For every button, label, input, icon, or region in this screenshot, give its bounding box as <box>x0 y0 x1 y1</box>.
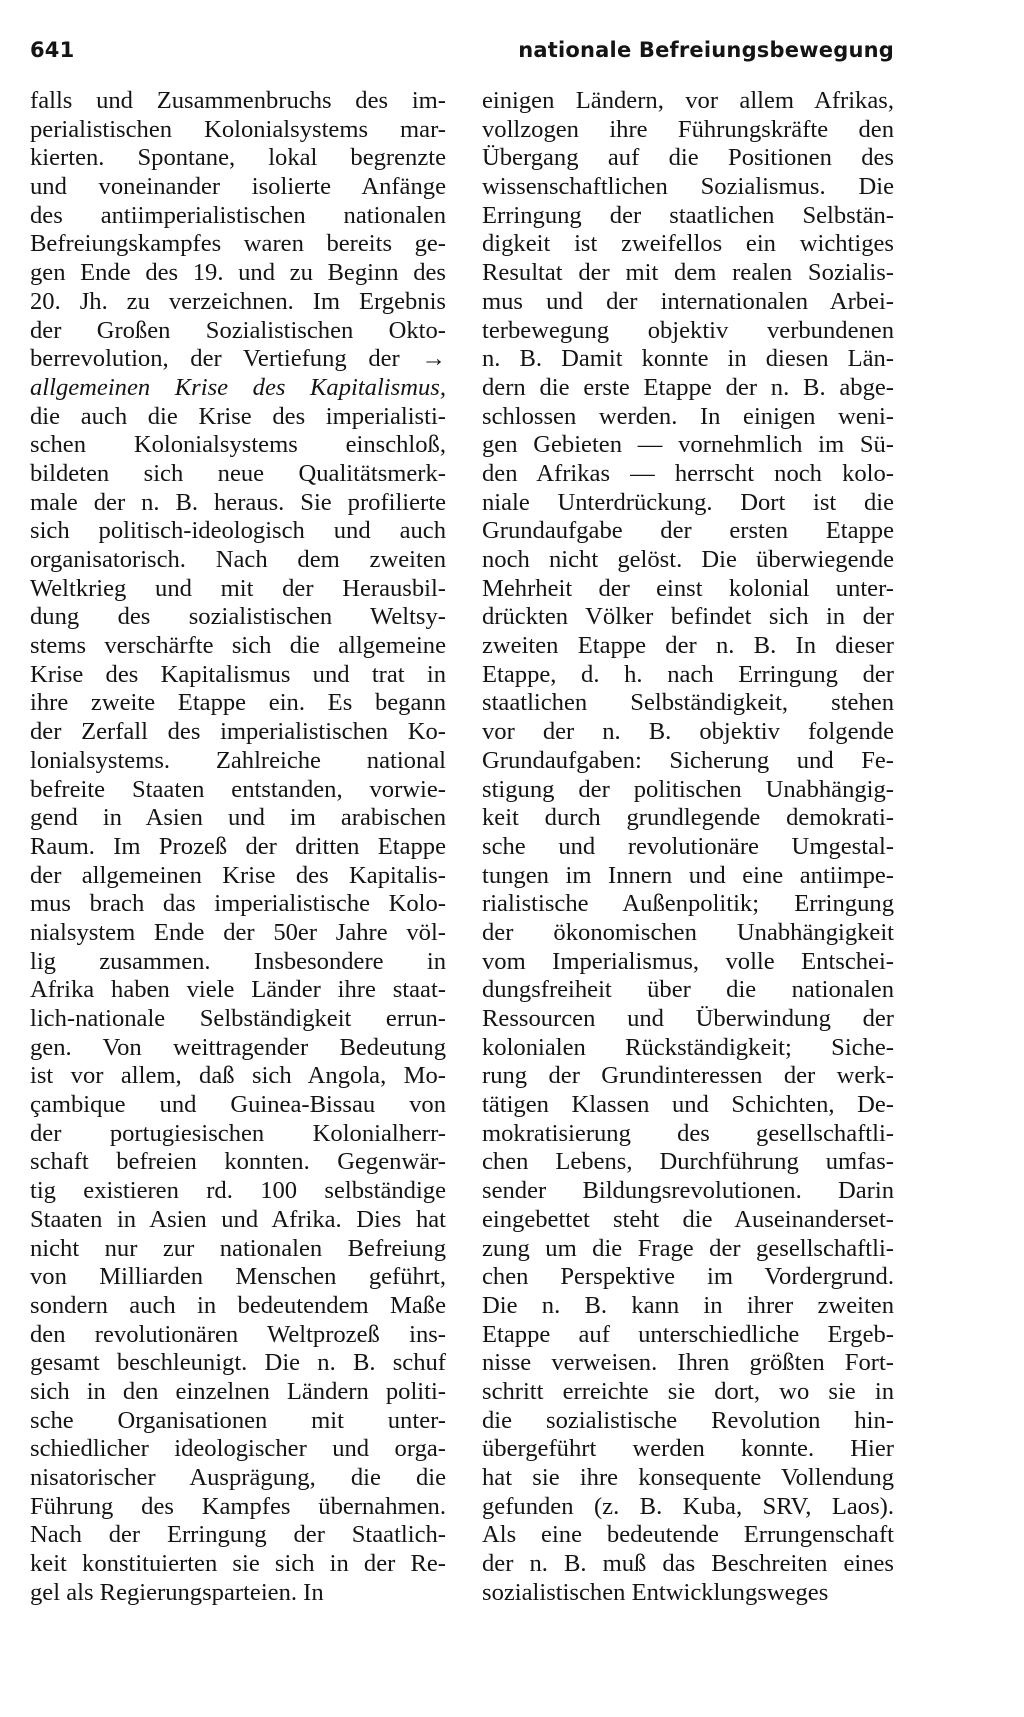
text-line: gen. Von weittragender Bedeutung <box>30 1033 446 1061</box>
text-line: Führung des Kampfes übernahmen. <box>30 1492 446 1520</box>
text-line: tungen im Innern und eine antiimpe- <box>482 861 894 889</box>
text-line: der Zerfall des imperialistischen Ko- <box>30 718 446 746</box>
text-line: zung um die Frage der gesellschaftli- <box>482 1234 894 1262</box>
text-line: male der n. B. heraus. Sie profilierte <box>30 488 446 516</box>
text-line: Ressourcen und Überwindung der <box>482 1005 894 1032</box>
text-line: lonialsystems. Zahlreiche national <box>30 746 446 774</box>
text-line: den revolutionären Weltprozeß ins- <box>30 1320 446 1348</box>
text-line: perialistischen Kolonialsystems mar- <box>30 115 446 143</box>
text-line: noch nicht gelöst. Die überwiegende <box>482 546 894 573</box>
text-line: wissenschaftlichen Sozialismus. Die <box>482 173 894 201</box>
text-line: sche Organisationen mit unter- <box>30 1406 446 1434</box>
text-line: sozialistischen Entwicklungsweges <box>482 1578 829 1606</box>
text-line: Resultat der mit dem realen Sozialis- <box>482 259 894 287</box>
text-line: falls und Zusammenbruchs des im- <box>30 87 446 114</box>
text-line: nisse verweisen. Ihren größten Fort- <box>482 1349 894 1377</box>
text-line: chen Perspektive im Vordergrund. <box>482 1263 894 1291</box>
text-line: vor der n. B. objektiv folgende <box>482 718 894 746</box>
text-line: staatlichen Selbständigkeit, stehen <box>482 689 894 717</box>
text-line: tig existieren rd. 100 selbständige <box>30 1177 446 1205</box>
text-line: nialsystem Ende der 50er Jahre völ- <box>30 918 446 946</box>
text-line: nisatorischer Ausprägung, die die <box>30 1464 446 1491</box>
text-line: Grundaufgaben: Sicherung und Fe- <box>482 746 894 774</box>
text-line: sondern auch in bedeutendem Maße <box>30 1291 446 1319</box>
text-line: Etappe, d. h. nach Erringung der <box>482 660 894 688</box>
running-head: nationale Befreiungsbewegung <box>518 38 894 62</box>
text-line: keit konstituierten sie sich in der Re- <box>30 1550 446 1578</box>
text-line: kierten. Spontane, lokal begrenzte <box>30 144 446 172</box>
cross-reference-term: allgemeinen Krise des Kapitalismus, <box>30 373 446 401</box>
text-line: und voneinander isolierte Anfänge <box>30 173 446 201</box>
text-line: ist vor allem, daß sich Angola, Mo- <box>30 1062 446 1090</box>
text-line: gel als Regierungsparteien. In <box>30 1578 324 1606</box>
text-line: Grundaufgabe der ersten Etappe <box>482 517 894 545</box>
text-line: kolonialen Rückständigkeit; Siche- <box>482 1033 894 1061</box>
text-line: Krise des Kapitalismus und trat in <box>30 660 446 688</box>
text-line: dung des sozialistischen Weltsy- <box>30 603 446 631</box>
text-line: der Großen Sozialistischen Okto- <box>30 316 446 344</box>
text-line: ihre zweite Etappe ein. Es begann <box>30 689 446 717</box>
text-line: schlossen werden. In einigen weni- <box>482 402 894 430</box>
text-line: terbewegung objektiv verbundenen <box>482 316 894 344</box>
text-line: bildeten sich neue Qualitätsmerk- <box>30 459 446 487</box>
text-line: eingebettet steht die Auseinanderset- <box>482 1205 894 1233</box>
text-line: gen Ende des 19. und zu Beginn des <box>30 259 446 287</box>
text-line: dungsfreiheit über die nationalen <box>482 976 894 1004</box>
text-line: chen Lebens, Durchführung umfas- <box>482 1148 894 1176</box>
text-line: rung der Grundinteressen der werk- <box>482 1062 894 1090</box>
text-line: des antiimperialistischen nationalen <box>30 201 446 229</box>
text-line: gen Gebieten — vornehmlich im Sü- <box>482 431 894 459</box>
text-line: hat sie ihre konsequente Vollendung <box>482 1464 894 1491</box>
text-line: vom Imperialismus, volle Entschei- <box>482 947 894 975</box>
text-line: stems verschärfte sich die allgemeine <box>30 632 446 660</box>
text-line: sich politisch-ideologisch und auch <box>30 517 446 545</box>
text-line: der n. B. muß das Beschreiten eines <box>482 1550 894 1578</box>
text-line: der portugiesischen Kolonialherr- <box>30 1119 446 1147</box>
text-line: der allgemeinen Krise des Kapitalis- <box>30 861 446 889</box>
text-line: von Milliarden Menschen geführt, <box>30 1263 446 1291</box>
text-line: niale Unterdrückung. Dort ist die <box>482 488 894 516</box>
text-line: n. B. Damit konnte in diesen Län- <box>482 345 894 373</box>
text-line: schen Kolonialsystems einschloß, <box>30 431 446 459</box>
text-line: Als eine bedeutende Errungenschaft <box>482 1521 894 1549</box>
text-line: drückten Völker befindet sich in der <box>482 603 894 631</box>
text-line: rialistische Außenpolitik; Erringung <box>482 890 894 918</box>
text-line: gend in Asien und im arabischen <box>30 804 446 832</box>
text-line: zweiten Etappe der n. B. In dieser <box>482 632 894 660</box>
text-line: Afrika haben viele Länder ihre staat- <box>30 976 446 1004</box>
text-line: übergeführt werden konnte. Hier <box>482 1435 894 1463</box>
text-line: den Afrikas — herrscht noch kolo- <box>482 459 894 487</box>
text-line: lich-nationale Selbständigkeit errun- <box>30 1005 446 1032</box>
text-line: lig zusammen. Insbesondere in <box>30 947 446 975</box>
text-line: Staaten in Asien und Afrika. Dies hat <box>30 1205 446 1233</box>
right-column <box>482 87 894 1607</box>
text-line: Nach der Erringung der Staatlich- <box>30 1521 446 1549</box>
text-line: mus brach das imperialistische Kolo- <box>30 890 446 918</box>
text-line: Weltkrieg und mit der Herausbil- <box>30 574 446 602</box>
text-line: vollzogen ihre Führungskräfte den <box>482 115 894 143</box>
text-line: einigen Ländern, vor allem Afrikas, <box>482 87 894 114</box>
text-line: gesamt beschleunigt. Die n. B. schuf <box>30 1349 446 1377</box>
text-line: digkeit ist zweifellos ein wichtiges <box>482 230 894 258</box>
page-number: 641 <box>30 38 75 62</box>
text-line: Die n. B. kann in ihrer zweiten <box>482 1291 894 1319</box>
text-line: 20. Jh. zu verzeichnen. Im Ergebnis <box>30 287 446 315</box>
text-line: die sozialistische Revolution hin- <box>482 1406 894 1434</box>
text-line: Befreiungskampfes waren bereits ge- <box>30 230 446 258</box>
left-column <box>30 87 446 1607</box>
text-line: dern die erste Etappe der n. B. abge- <box>482 373 894 401</box>
text-line: mokratisierung des gesellschaftli- <box>482 1119 894 1147</box>
text-line: çambique und Guinea-Bissau von <box>30 1091 446 1119</box>
text-line: berrevolution, der Vertiefung der → <box>30 345 446 373</box>
text-line: organisatorisch. Nach dem zweiten <box>30 546 446 573</box>
text-line: Mehrheit der einst kolonial unter- <box>482 574 894 602</box>
text-line: sche und revolutionäre Umgestal- <box>482 832 894 860</box>
text-line: sich in den einzelnen Ländern politi- <box>30 1377 446 1405</box>
text-line: schiedlicher ideologischer und orga- <box>30 1435 446 1463</box>
page-header <box>30 38 894 78</box>
text-line: schaft befreien konnten. Gegenwär- <box>30 1148 446 1176</box>
text-line: nicht nur zur nationalen Befreiung <box>30 1234 446 1262</box>
text-line: keit durch grundlegende demokrati- <box>482 804 894 832</box>
text-line: Raum. Im Prozeß der dritten Etappe <box>30 832 446 860</box>
text-line: schritt erreichte sie dort, wo sie in <box>482 1377 894 1405</box>
text-line: Erringung der staatlichen Selbstän- <box>482 201 894 229</box>
text-line: sender Bildungsrevolutionen. Darin <box>482 1177 894 1205</box>
text-line: tätigen Klassen und Schichten, De- <box>482 1091 894 1119</box>
text-line: Übergang auf die Positionen des <box>482 144 894 172</box>
text-line: mus und der internationalen Arbei- <box>482 287 894 315</box>
text-line: gefunden (z. B. Kuba, SRV, Laos). <box>482 1492 894 1520</box>
text-line: stigung der politischen Unabhängig- <box>482 775 894 803</box>
text-line: Etappe auf unterschiedliche Ergeb- <box>482 1320 894 1348</box>
text-line: die auch die Krise des imperialisti- <box>30 402 446 430</box>
text-line: befreite Staaten entstanden, vorwie- <box>30 775 446 803</box>
text-line: der ökonomischen Unabhängigkeit <box>482 918 894 946</box>
